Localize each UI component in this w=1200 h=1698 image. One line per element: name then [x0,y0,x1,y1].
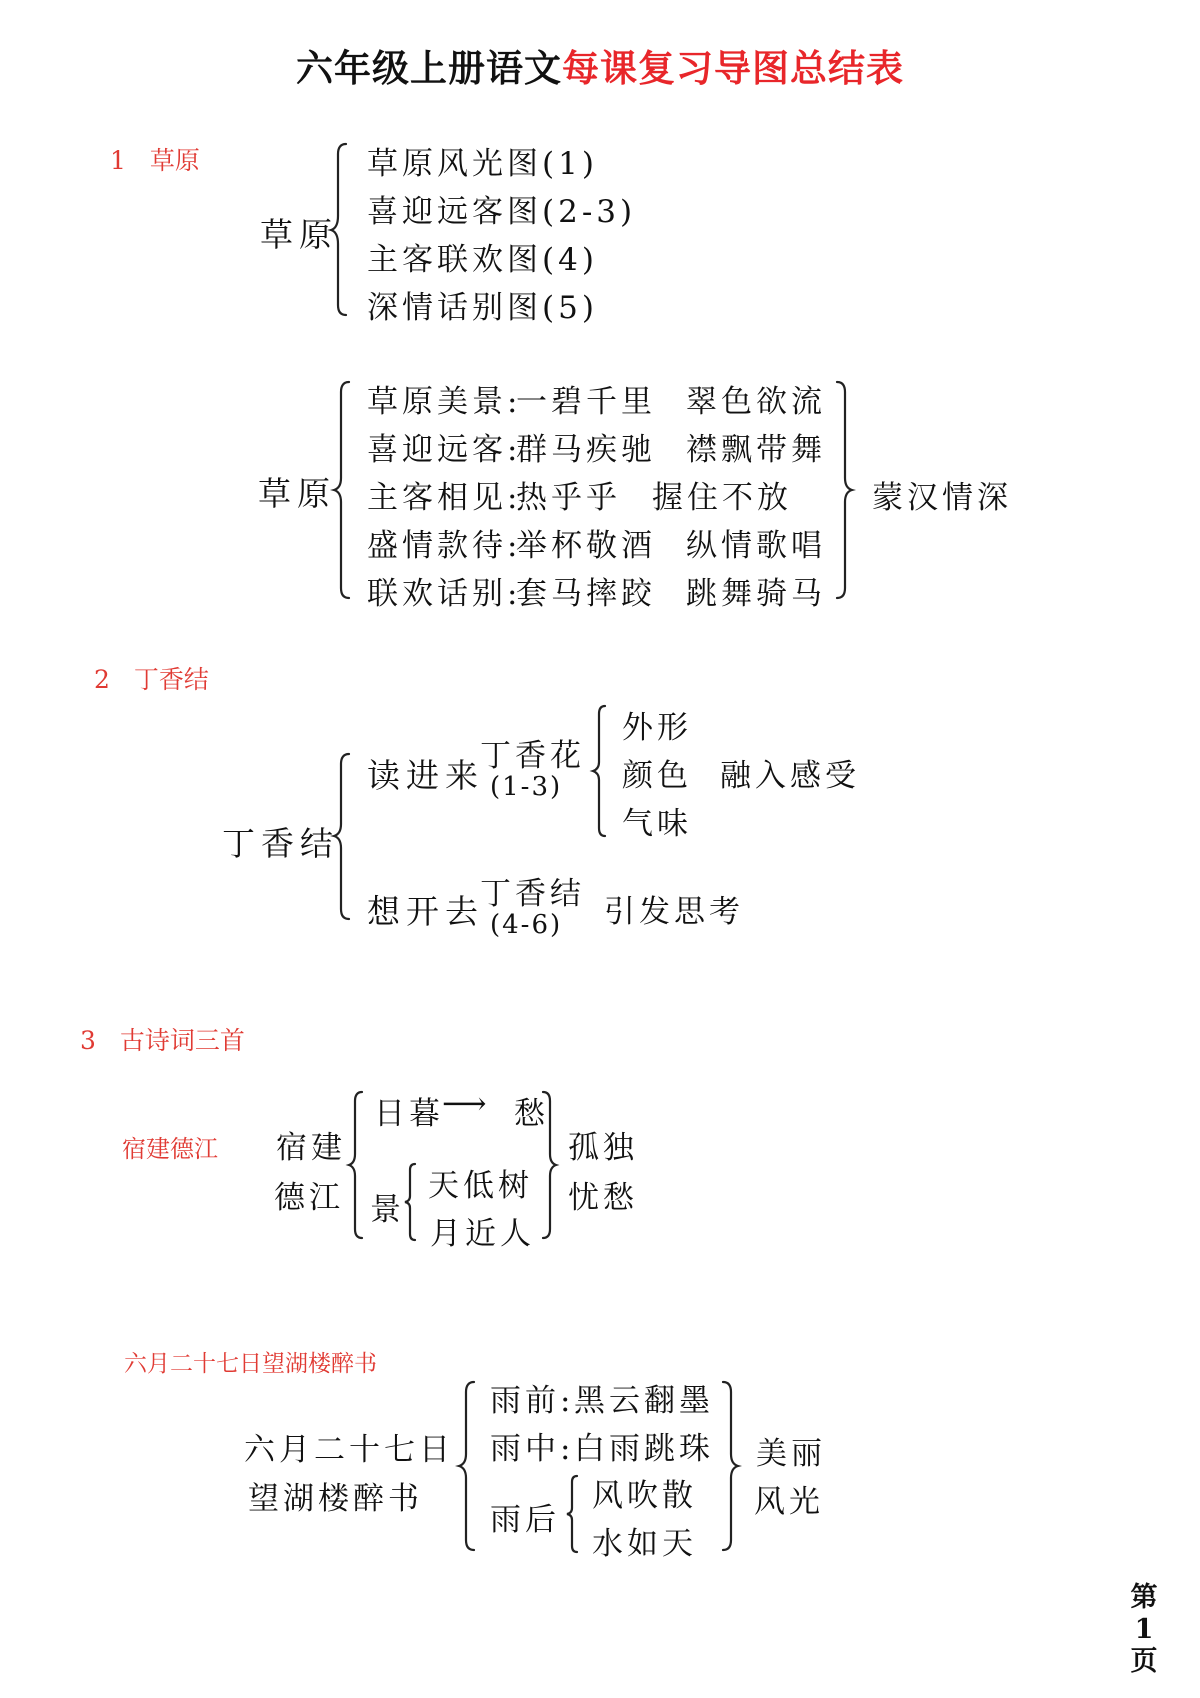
wanghulou-after-brace [566,1474,580,1554]
wanghulou-root-line1: 六月二十七日 [244,1432,454,1468]
dingxiang-branch1-result: 融入感受 [720,758,860,794]
sujiandejiang-top-from: 日暮 [374,1096,444,1132]
sujiandejiang-top-to: 愁 [514,1096,549,1132]
sujiandejiang-brace-right [540,1090,558,1240]
wanghulou-after-head: 雨后 [490,1502,560,1538]
wanghulou-result-line2: 风光 [754,1484,824,1520]
caoyuan-b-brace-left [333,380,353,600]
title-red: 每课复习导图总结表 [562,47,904,90]
caoyuan-b-row-b: 襟飘带舞 [686,432,826,468]
sujiandejiang-jing-item: 天低树 [428,1168,533,1204]
section-heading-3 [80,1021,245,1057]
caoyuan-b-row-a: 套马摔跤 [516,576,656,612]
section-number: 2 [94,665,110,694]
dingxiang-item: 气味 [622,806,692,842]
page-number-prefix: 第 [1130,1582,1158,1613]
caoyuan-a-item: 喜迎远客图(2-3) [367,194,637,230]
caoyuan-b-conclusion: 蒙汉情深 [872,480,1012,516]
sujiandejiang-root-line1: 宿建 [276,1130,346,1166]
sujiandejiang-brace-left [348,1090,366,1240]
wanghulou-after-item: 水如天 [592,1526,697,1562]
section-number: 1 [110,146,126,175]
caoyuan-a-root: 草原 [260,215,338,254]
caoyuan-b-row-b: 纵情歌唱 [686,528,826,564]
caoyuan-b-row-a: 一碧千里 [516,384,656,420]
dingxiang-branch1-node: 丁香花 [480,738,585,774]
dingxiang-branch2-label: 想开去 [367,892,484,931]
caoyuan-a-item: 草原风光图(1) [367,146,598,182]
title-black: 六年级上册语文 [296,47,562,90]
caoyuan-a-item: 主客联欢图(4) [367,242,598,278]
dingxiang-branch2-node: 丁香结 [480,876,585,912]
dingxiang-branch2-range: (4-6) [490,910,563,940]
wanghulou-row-head: 雨前: [490,1383,575,1419]
caoyuan-b-brace-right [835,380,855,600]
dingxiang-branch1-brace [592,704,608,838]
caoyuan-b-row-head: 主客相见: [367,480,522,516]
sujiandejiang-result-line1: 孤独 [568,1130,638,1166]
dingxiang-branch1-range: (1-3) [490,772,563,802]
sujiandejiang-jing-brace [404,1162,418,1242]
caoyuan-b-row-b: 握住不放 [652,480,792,516]
page-number-suffix: 页 [1130,1646,1158,1677]
section-name: 丁香结 [133,665,209,694]
wanghulou-after-item: 风吹散 [592,1478,697,1514]
page-number [1125,1582,1163,1678]
caoyuan-b-root: 草原 [258,474,336,513]
caoyuan-b-row-head: 盛情款待: [367,528,522,564]
dingxiang-item: 外形 [622,710,692,746]
wanghulou-root-line2: 望湖楼醉书 [248,1481,423,1517]
sujiandejiang-label: 宿建德江 [122,1135,218,1163]
wanghulou-brace-right [720,1380,740,1552]
caoyuan-b-row-head: 喜迎远客: [367,432,522,468]
wanghulou-label: 六月二十七日望湖楼醉书 [124,1351,377,1377]
section-name: 古诗词三首 [119,1026,245,1055]
dingxiang-item: 颜色 [622,758,692,794]
caoyuan-b-row-a: 举杯敬酒 [516,528,656,564]
caoyuan-a-brace [330,142,350,317]
section-heading-1 [110,141,200,177]
caoyuan-b-row-a: 热乎乎 [516,480,621,516]
section-name: 草原 [149,146,200,175]
sujiandejiang-jing-item: 月近人 [430,1216,535,1252]
caoyuan-a-item: 深情话别图(5) [367,290,598,326]
caoyuan-b-row-b: 跳舞骑马 [686,576,826,612]
sujiandejiang-jing-label: 景 [370,1192,405,1228]
section-number: 3 [80,1026,96,1055]
wanghulou-row-text: 白雨跳珠 [574,1431,714,1467]
page-title [0,38,1200,92]
caoyuan-b-row-b: 翠色欲流 [686,384,826,420]
page-number-value: 1 [1134,1614,1154,1645]
sujiandejiang-result-line2: 忧愁 [568,1180,638,1216]
wanghulou-result-line1: 美丽 [756,1436,826,1472]
dingxiang-branch1-label: 读进来 [367,756,484,795]
dingxiang-brace [333,752,353,922]
wanghulou-row-head: 雨中: [490,1431,575,1467]
wanghulou-brace-left [458,1380,478,1552]
caoyuan-b-row-a: 群马疾驰 [516,432,656,468]
caoyuan-b-row-head: 联欢话别: [367,576,522,612]
wanghulou-row-text: 黑云翻墨 [574,1383,714,1419]
caoyuan-b-row-head: 草原美景: [367,384,522,420]
section-heading-2 [94,660,209,696]
dingxiang-branch2-result: 引发思考 [604,894,744,930]
sujiandejiang-root-line2: 德江 [274,1180,344,1216]
dingxiang-root: 丁香结 [222,824,339,863]
sujiandejiang-arrow: ⟶ [442,1086,487,1122]
